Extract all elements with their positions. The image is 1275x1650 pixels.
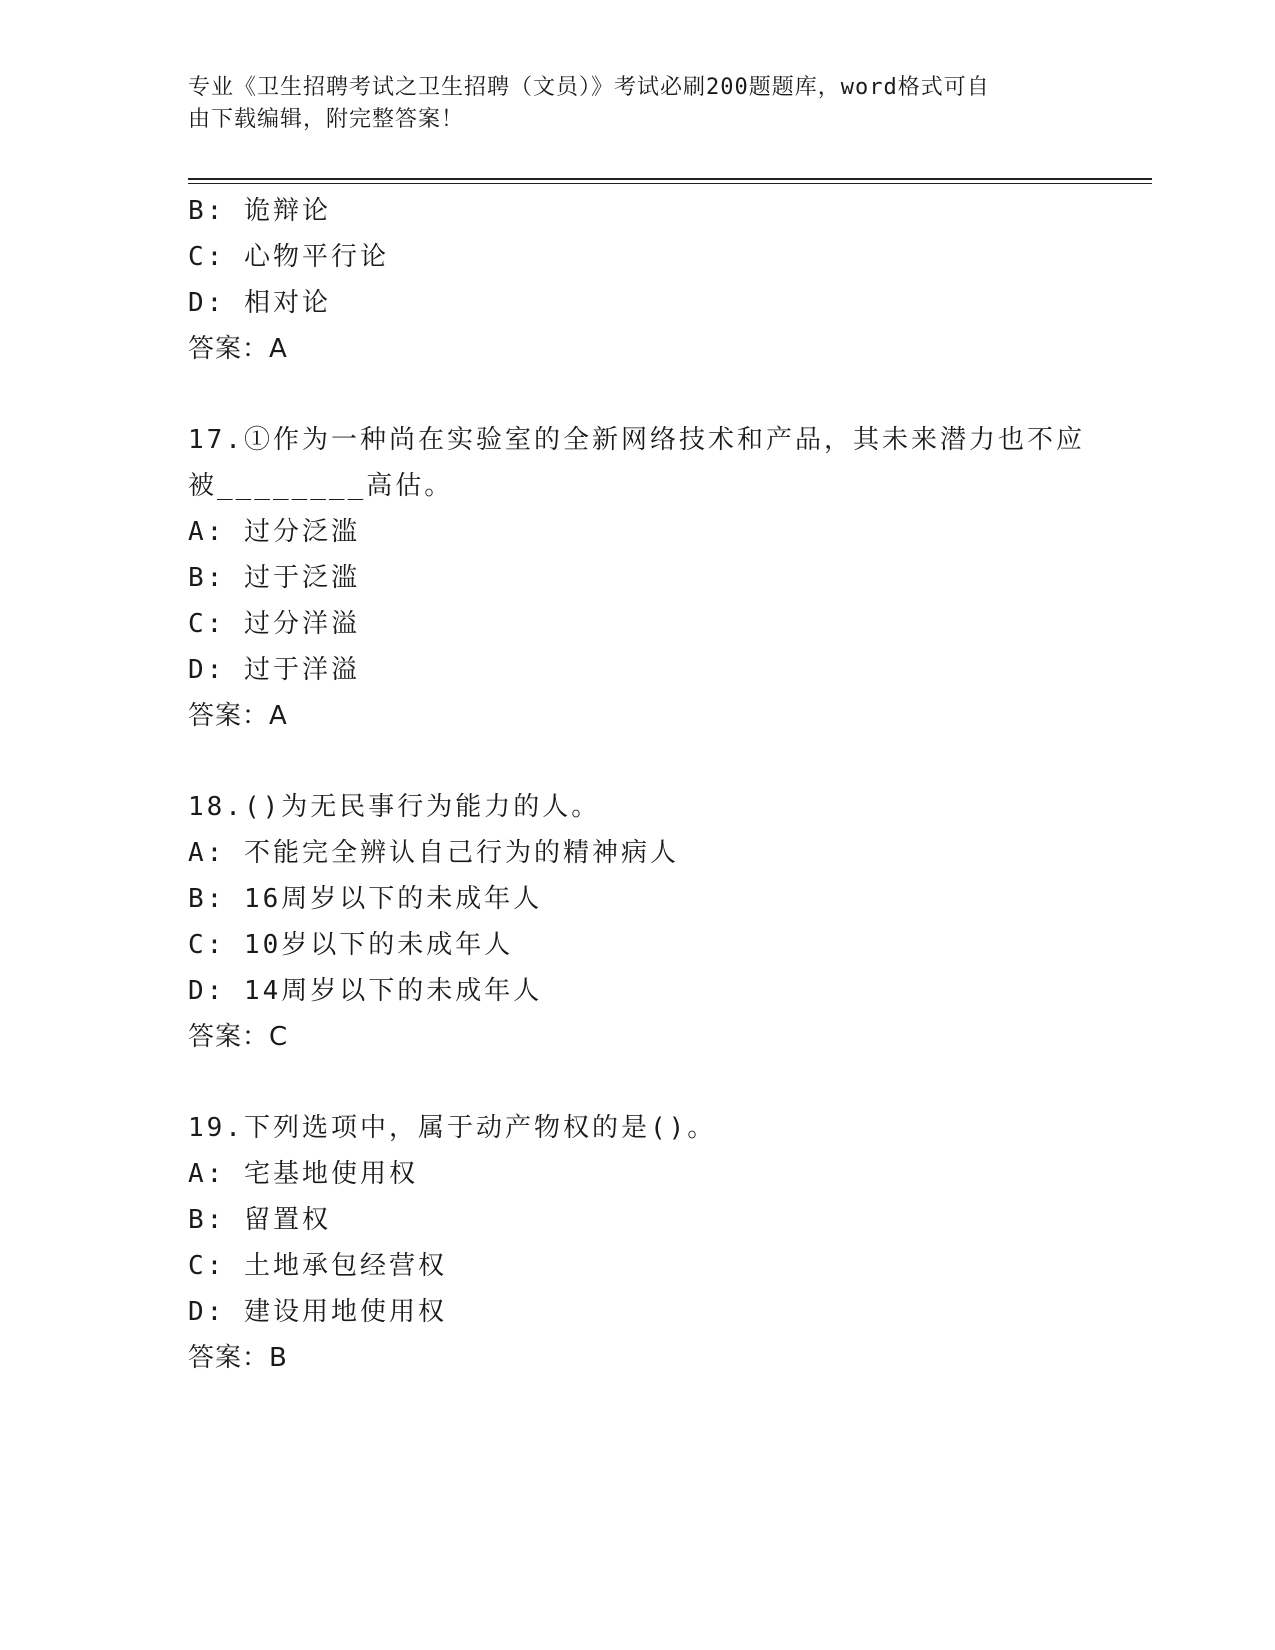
header-rule-thick: [188, 178, 1152, 180]
question-18: [188, 784, 1088, 1060]
option-a: A: 不能完全辨认自己行为的精神病人: [188, 838, 679, 868]
question-17: [188, 417, 1088, 739]
question-19: [188, 1105, 1088, 1381]
option-d: D: 相对论: [188, 288, 331, 318]
answer: 答案：A: [188, 334, 288, 364]
question-text: 19.下列选项中，属于动产物权的是()。: [188, 1113, 717, 1143]
option-a: A: 过分泛滥: [188, 517, 360, 547]
answer: 答案：B: [188, 1343, 288, 1373]
header-line-1: 专业《卫生招聘考试之卫生招聘（文员）》考试必刷200题题库，word格式可自: [188, 75, 990, 100]
answer: 答案：C: [188, 1022, 289, 1052]
option-d: D: 过于洋溢: [188, 655, 360, 685]
spacer: [188, 372, 1088, 417]
spacer: [188, 739, 1088, 784]
question-text: 18.()为无民事行为能力的人。: [188, 792, 601, 822]
question-16: [188, 188, 1088, 372]
answer: 答案：A: [188, 701, 288, 731]
option-b: B: 16周岁以下的未成年人: [188, 884, 543, 914]
option-b: B: 留置权: [188, 1205, 331, 1235]
header-line-2: 由下载编辑，附完整答案！: [188, 107, 465, 132]
spacer: [188, 1060, 1088, 1105]
option-b: B: 过于泛滥: [188, 563, 360, 593]
header-rule-thin: [188, 183, 1152, 184]
option-c: C: 10岁以下的未成年人: [188, 930, 514, 960]
option-d: D: 14周岁以下的未成年人: [188, 976, 543, 1006]
option-c: C: 过分洋溢: [188, 609, 360, 639]
option-b: B: 诡辩论: [188, 196, 331, 226]
option-a: A: 宅基地使用权: [188, 1159, 418, 1189]
option-c: C: 土地承包经营权: [188, 1251, 447, 1281]
question-text-line-1: 17.①作为一种尚在实验室的全新网络技术和产品，其未来潜力也不应: [188, 425, 1085, 455]
document-header: [188, 72, 1068, 136]
question-list: [188, 188, 1088, 1381]
question-text-line-2: 被________高估。: [188, 471, 454, 501]
option-c: C: 心物平行论: [188, 242, 389, 272]
option-d: D: 建设用地使用权: [188, 1297, 447, 1327]
